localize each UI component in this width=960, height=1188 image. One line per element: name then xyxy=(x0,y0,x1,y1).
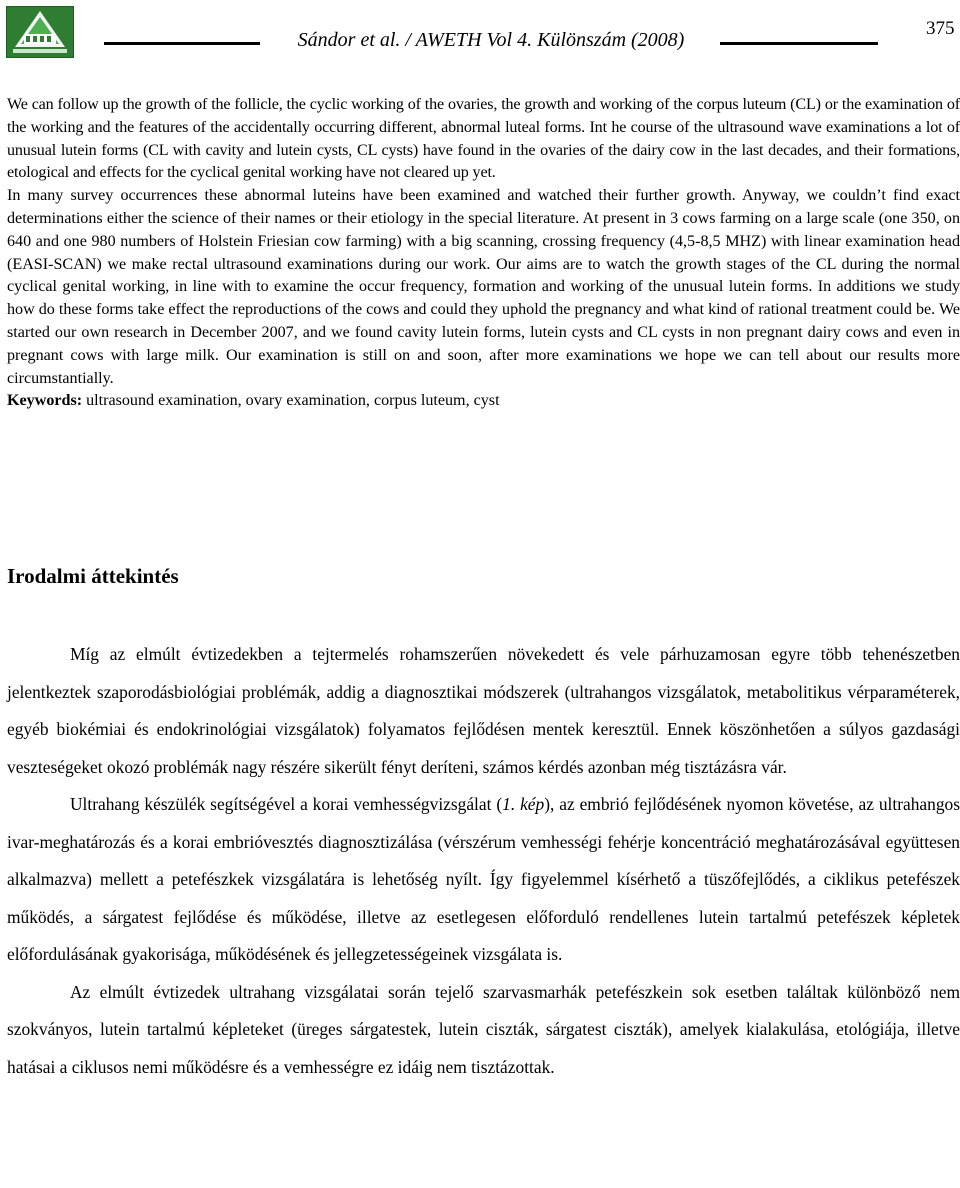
body-paragraph: Míg az elmúlt évtizedekben a tejtermelés rohamszerűen növekedett és vele párhuzamosan egyre több tehenészetben jelentkeztek szaporodásbiológiai problémák, addig a diagnosztikai módszerek (ultrahangos vizsgálatok, metabolitikus vérparaméterek, egyéb biokémiai és endokrinológiai vizsgálatok) folyamatos fejlődésen mentek keresztül. Ennek köszönhetően a súlyos gazdasági veszteségeket okozó problémák nagy részére sikerült fényt deríteni, számos kérdés azonban még tisztázásra vár. xyxy=(7,644,960,777)
body-paragraph xyxy=(7,786,960,974)
keywords-label: Keywords: xyxy=(7,392,83,410)
running-title: Sándor et al. / AWETH Vol 4. Különszám (2008) xyxy=(297,29,685,51)
english-abstract xyxy=(7,94,960,413)
keywords-line xyxy=(7,390,960,413)
keywords-text: ultrasound examination, ovary examination, corpus luteum, cyst xyxy=(82,392,500,410)
journal-logo-icon xyxy=(6,6,74,58)
header-rule-right xyxy=(720,42,878,45)
abstract-paragraph: We can follow up the growth of the follicle, the cyclic working of the ovaries, the growth and working of the corpus luteum (CL) or the examination of the working and the features of the accidentally occurring different, abnormal luteal forms. Int he course of the ultrasound wave examinations a lot of unusual lutein forms (CL with cavity and lutein cysts, CL cysts) have found in the ovaries of the dairy cow in the last decades, and their formations, etological and effects for the cyclical genital working have not cleared up yet. xyxy=(7,96,960,182)
body-text-run: Ultrahang készülék segítségével a korai vemhességvizsgálat ( xyxy=(70,794,503,814)
header-rule-left xyxy=(104,42,260,45)
section-heading: Irodalmi áttekintés xyxy=(7,564,179,588)
body-text-run: ), az embrió fejlődésének nyomon követése, az ultrahangos ivar-meghatározás és a korai embrióvesztés diagnosztizálása (vérszérum vemhességi fehérje koncentráció meghatározásával együttesen alkalmazva) mellett a petefészkek vizsgálatára is lehetőség nyílt. Így figyelemmel kísérhető a tüszőfejlődés, a ciklikus petefészek működés, a sárgatest fejlődése és működése, illetve az esetlegesen előforduló rendellenes lutein tartalmú petefészek képletek előfordulásának gyakorisága, működésének és jellegzetességeinek vizsgálata is. xyxy=(7,794,960,964)
page-header xyxy=(0,0,960,60)
figure-reference: 1. kép xyxy=(502,794,545,814)
body-paragraph: Az elmúlt évtizedek ultrahang vizsgálatai során tejelő szarvasmarhák petefészkein sok esetben találtak különböző nem szokványos, lutein tartalmú képleteket (üreges sárgatestek, lutein ciszták, sárgatest ciszták), amelyek kialakulása, etológiája, illetve hatásai a ciklusos nemi működésre és a vemhességre ez idáig nem tisztázottak. xyxy=(7,981,960,1077)
section-body xyxy=(7,636,960,1086)
page-number: 375 xyxy=(926,18,955,39)
abstract-paragraph: In many survey occurrences these abnormal luteins have been examined and watched their further growth. Anyway, we couldn’t find exact determinations either the science of their names or their etiology in the special literature. At present in 3 cows farming on a large scale (one 350, on 640 and one 980 numbers of Holstein Friesian cow farming) with a big scanning, crossing frequency (4,5-8,5 MHZ) with linear examination head (EASI-SCAN) we make rectal ultrasound examinations during our work. Our aims are to watch the growth stages of the CL during the normal cyclical genital working, in line with to examine the occur frequency, formation and working of the unusual lutein forms. In additions we study how do these forms take effect the reproductions of the cows and could they uphold the pregnancy and what kind of rational treatment could be. We started our own research in December 2007, and we found cavity lutein forms, lutein cysts and CL cysts in non pregnant dairy cows and even in pregnant cows with large milk. Our examination is still on and soon, after more examinations we hope we can tell about our results more circumstantially. xyxy=(7,187,960,387)
